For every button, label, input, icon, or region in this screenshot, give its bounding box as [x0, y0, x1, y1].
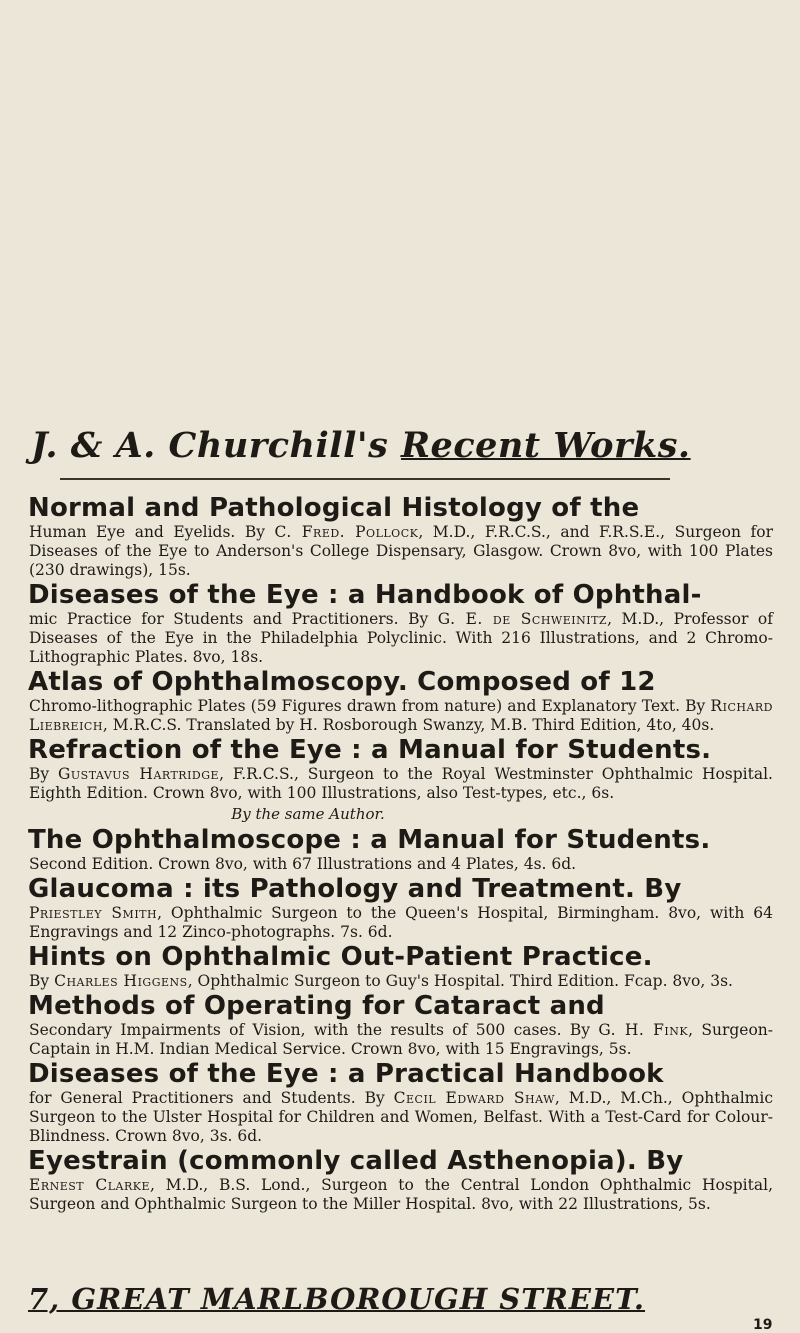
book-description: Second Edition. Crown 8vo, with 67 Illustrations and 4 Plates, 4s. 6d.	[29, 855, 577, 873]
publisher-name: J. & A. Churchill's	[31, 425, 389, 466]
header-rule	[60, 478, 670, 480]
book-author: G. H. Fink	[598, 1021, 689, 1039]
header-tagline: Recent Works.	[400, 425, 691, 466]
book-title: Diseases of the Eye : a Practical Handbook	[28, 1059, 664, 1089]
book-author: Richard Liebreich	[29, 697, 773, 734]
book-title: Hints on Ophthalmic Out-Patient Practice.	[28, 942, 653, 972]
book-description: Chromo-lithographic Plates (59 Figures drawn from nature) and Explanatory Text. By Richard Liebreich, M.R.C.S. Translated by H. Rosborough Swanzy, M.B. Third Edition, 4to, 40s.	[29, 697, 773, 734]
book-title: Diseases of the Eye : a Handbook of Ophthal-	[28, 580, 702, 610]
book-description: By Charles Higgens, Ophthalmic Surgeon to Guy's Hospital. Third Edition. Fcap. 8vo, 3s.	[29, 972, 733, 990]
publisher-address: 7, GREAT MARLBOROUGH STREET.	[28, 1282, 646, 1316]
book-title: Atlas of Ophthalmoscopy. Composed of 12	[28, 667, 656, 697]
book-author: C. Fred. Pollock	[274, 523, 419, 541]
page-number: 19	[753, 1317, 773, 1333]
book-author: Gustavus Hartridge	[58, 765, 220, 783]
book-entry	[28, 825, 773, 874]
book-list	[28, 493, 773, 1214]
book-author: Cecil Edward Shaw	[393, 1089, 555, 1107]
book-description: Priestley Smith, Ophthalmic Surgeon to the Queen's Hospital, Birmingham. 8vo, with 64 Engravings and 12 Zinco-photographs. 7s. 6d.	[29, 904, 773, 941]
book-description: Secondary Impairments of Vision, with the results of 500 cases. By G. H. Fink, Surgeon-Captain in H.M. Indian Medical Service. Crown 8vo, with 15 Engravings, 5s.	[29, 1021, 773, 1058]
book-title: Methods of Operating for Cataract and	[28, 991, 605, 1021]
book-description: mic Practice for Students and Practitioners. By G. E. de Schweinitz, M.D., Professor of Diseases of the Eye in the Philadelphia Polyclinic. With 216 Illustrations, and 2 Chromo-Lithographic Plates. 8vo, 18s.	[29, 610, 773, 666]
book-description: Ernest Clarke, M.D., B.S. Lond., Surgeon to the Central London Ophthalmic Hospital, Surgeon and Ophthalmic Surgeon to the Miller Hospital. 8vo, with 22 Illustrations, 5s.	[29, 1176, 773, 1213]
book-entry	[28, 580, 773, 667]
book-entry	[28, 1146, 773, 1214]
book-entry	[28, 493, 773, 580]
book-entry	[28, 1059, 773, 1146]
page-header	[31, 426, 731, 466]
book-entry	[28, 735, 773, 803]
book-author: G. E. de Schweinitz	[437, 610, 608, 628]
book-description: for General Practitioners and Students. By Cecil Edward Shaw, M.D., M.Ch., Ophthalmic Surgeon to the Ulster Hospital for Children and Women, Belfast. With a Test-Card for Colour-Blindness. Crown 8vo, 3s. 6d.	[29, 1089, 774, 1145]
book-author: Priestley Smith	[29, 904, 158, 922]
book-title: Normal and Pathological Histology of the	[28, 493, 640, 523]
book-entry	[28, 667, 773, 735]
book-title: Glaucoma : its Pathology and Treatment. By	[28, 874, 682, 904]
book-author: Charles Higgens	[54, 972, 188, 990]
book-entry	[28, 874, 773, 942]
book-entry	[28, 942, 773, 991]
book-title: Refraction of the Eye : a Manual for Students.	[28, 735, 712, 765]
same-author-note: By the same Author.	[231, 805, 385, 823]
book-description: By Gustavus Hartridge, F.R.C.S., Surgeon to the Royal Westminster Ophthalmic Hospital. Eighth Edition. Crown 8vo, with 100 Illustrations, also Test-types, etc., 6s.	[29, 765, 773, 802]
book-author: Ernest Clarke	[29, 1176, 151, 1194]
book-description: Human Eye and Eyelids. By C. Fred. Pollock, M.D., F.R.C.S., and F.R.S.E., Surgeon for Diseases of the Eye to Anderson's College Dispensary, Glasgow. Crown 8vo, with 100 Plates (230 drawings), 15s.	[29, 523, 773, 579]
book-entry	[28, 991, 773, 1059]
book-title: The Ophthalmoscope : a Manual for Students.	[28, 825, 711, 855]
book-title: Eyestrain (commonly called Asthenopia). By	[28, 1146, 684, 1176]
